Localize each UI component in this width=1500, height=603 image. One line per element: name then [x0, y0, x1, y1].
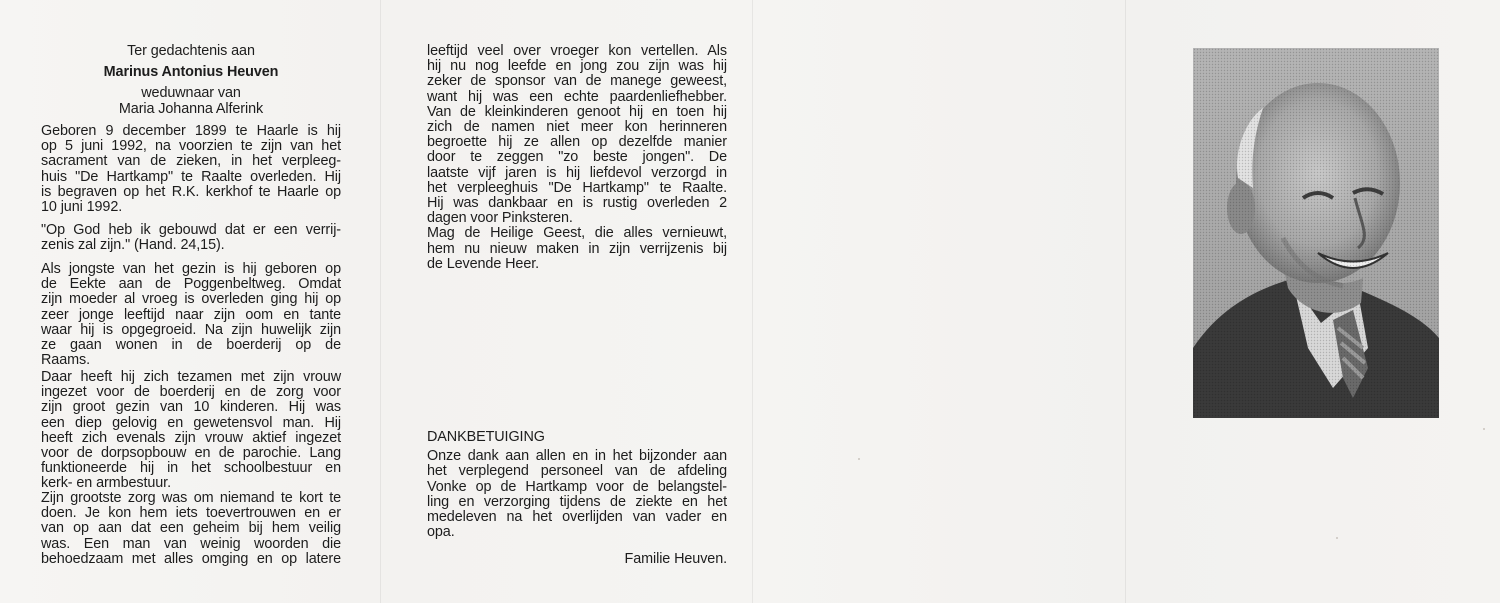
text-line: hem nu nieuw maken in zijn verrijzenis bij — [427, 240, 727, 257]
paper-speck — [1483, 428, 1485, 430]
portrait-image — [1193, 48, 1439, 418]
text-line: ling en verzorging tijdens de ziekte en het — [427, 493, 727, 510]
life-paragraph — [41, 262, 341, 368]
text-line: ze gaan wonen in de boerderij op de — [41, 337, 341, 354]
text-line: Raams. — [41, 352, 90, 369]
text-line: hij nu nog leefde en jong zou zijn was hij — [427, 58, 727, 75]
text-line: dagen voor Pinksteren. — [427, 210, 573, 227]
text-line: is begraven op het R.K. kerkhof te Haarle op — [41, 183, 341, 200]
text-line: zich de namen niet meer kon herinneren — [427, 119, 727, 136]
text-line: ingezet voor de boerderij en de zorg voor — [41, 384, 341, 401]
in-memory-line: Ter gedachtenis aan — [127, 43, 255, 59]
widower-line: weduwnaar van — [141, 85, 241, 101]
text-line: was. Een man van weinig woorden die — [41, 535, 341, 552]
text-line: een diep gelovig en gewetensvol man. Hij — [41, 414, 341, 431]
text-line: het verpleeghuis "De Hartkamp" te Raalte. — [427, 179, 727, 196]
text-line: Mag de Heilige Geest, die alles vernieuwt, — [427, 225, 727, 242]
text-line: Van de kleinkinderen genoot hij en toen hij — [427, 103, 727, 120]
text-line: de Eekte aan de Poggenbeltweg. Omdat — [41, 276, 341, 293]
text-line: voor de dorpsopbouw en de parochie. Lang — [41, 445, 341, 462]
thanks-section — [427, 430, 727, 540]
text-line: Als jongste van het gezin is hij geboren op — [41, 261, 341, 277]
paper-speck — [858, 458, 860, 460]
text-line: huis "De Hartkamp" te Raalte overleden. Hij — [41, 168, 341, 185]
text-line: door te zeggen "zo beste jongen". De — [427, 149, 727, 166]
spouse-name: Maria Johanna Alferink — [118, 101, 264, 117]
text-line: zijn moeder al vroeg is overleden ging hij op — [41, 291, 341, 308]
text-line: Onze dank aan allen en in het bijzonder aan — [427, 448, 727, 465]
deceased-name: Marinus Antonius Heuven — [103, 64, 279, 80]
text-line: Daar heeft hij zich tezamen met zijn vrouw — [41, 369, 341, 385]
text-line: leeftijd veel over vroeger kon vertellen. Als — [427, 43, 727, 59]
fold-line — [1125, 0, 1126, 603]
text-line: 10 juni 1992. — [41, 199, 123, 216]
text-line: "Op God heb ik gebouwd dat er een verrij- — [41, 222, 341, 238]
text-line: zeer jonge leeftijd naar zijn oom en tante — [41, 306, 341, 323]
text-line: doen. Je kon hem iets toevertrouwen en er — [41, 505, 341, 522]
text-line: zeker de sponsor van de manege geweest, — [427, 73, 727, 90]
scripture-quote — [41, 223, 341, 253]
family-signature: Familie Heuven. — [624, 551, 727, 567]
text-line: de Levende Heer. — [427, 255, 540, 272]
text-line: het verplegend personeel van de afdeling — [427, 463, 727, 480]
text-line: zenis zal zijn." (Hand. 24,15). — [41, 237, 225, 254]
text-line: kerk- en armbestuur. — [41, 475, 171, 492]
text-line: Vonke op de Hartkamp voor de belangstel- — [427, 478, 727, 495]
thanks-title: DANKBETUIGING — [427, 429, 545, 445]
text-line: zijn groot gezin van 10 kinderen. Hij was — [41, 399, 341, 416]
family-paragraph — [41, 370, 341, 492]
text-line: sacrament van de zieken, in het verpleeg- — [41, 153, 341, 170]
text-line: van op aan dat een geheim bij hem veilig — [41, 520, 341, 537]
text-line: opa. — [427, 524, 455, 541]
text-line: behoedzaam met alles omging en op latere — [41, 550, 341, 567]
text-line: want hij was een echte paardenliefhebber. — [427, 88, 727, 105]
continuation-paragraph — [427, 44, 727, 272]
fold-line — [752, 0, 753, 603]
portrait-photo — [1193, 48, 1439, 418]
fold-line — [380, 0, 381, 603]
text-line: begroette hij ze allen op dezelfde manier — [427, 134, 727, 151]
text-line: Geboren 9 december 1899 te Haarle is hij — [41, 123, 341, 139]
text-line: Hij was dankbaar en is rustig overleden 2 — [427, 195, 727, 212]
paper-speck — [1336, 537, 1338, 539]
character-paragraph — [41, 491, 341, 567]
text-line: op 5 juni 1992, na voorzien te zijn van het — [41, 138, 341, 155]
text-line: heeft zich evenals zijn vrouw aktief ingezet — [41, 429, 341, 446]
text-line: medeleven na het overlijden van vader en — [427, 509, 727, 526]
text-line: laatste vijf jaren is hij liefdevol verzorgd in — [427, 164, 727, 181]
birth-death-paragraph — [41, 124, 341, 215]
text-line: waar hij is opgegroeid. Na zijn huwelijk zijn — [41, 321, 341, 338]
text-line: Zijn grootste zorg was om niemand te kort te — [41, 490, 341, 506]
text-line: funktioneerde hij in het schoolbestuur en — [41, 460, 341, 477]
